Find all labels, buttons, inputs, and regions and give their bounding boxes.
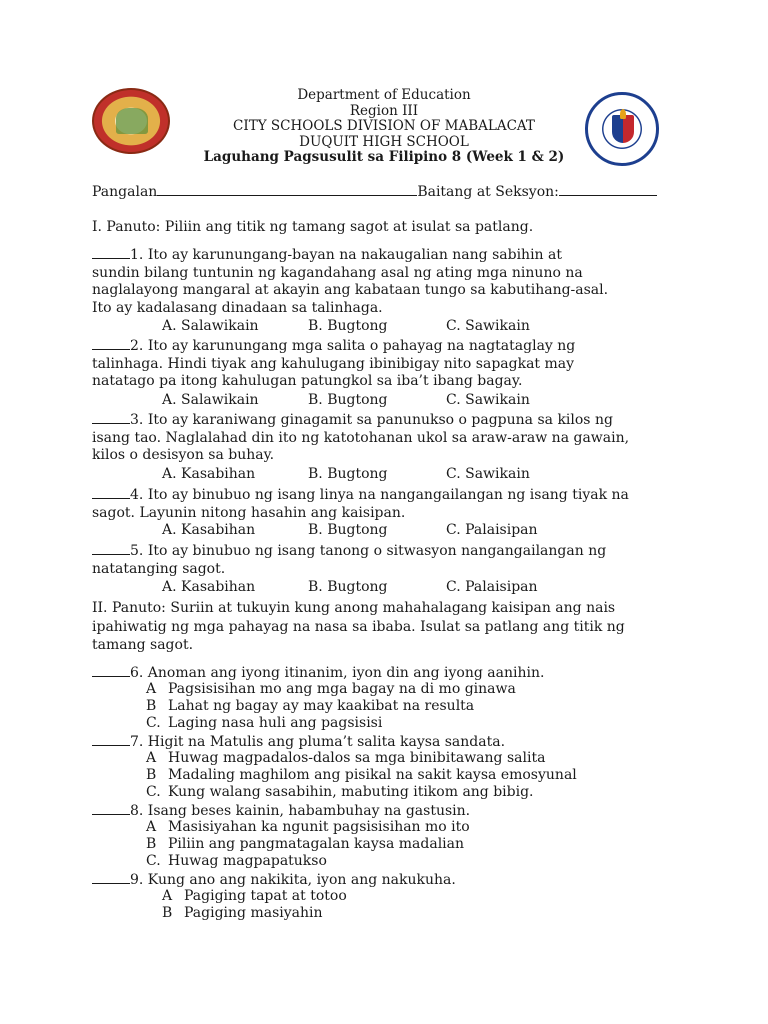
name-field[interactable] xyxy=(157,183,417,196)
answer-blank-1[interactable] xyxy=(92,246,130,259)
q8-option-b: B Piliin ang pangmatagalan kaysa madalian xyxy=(146,836,465,852)
answer-blank-4[interactable] xyxy=(92,486,130,499)
answer-blank-9[interactable] xyxy=(92,871,130,884)
q8-option-c: C. Huwag magpapatukso xyxy=(146,853,327,869)
q5-choice-b: B. Bugtong xyxy=(308,579,388,595)
q1-choice-c: C. Sawikain xyxy=(446,318,530,334)
q4-choice-b: B. Bugtong xyxy=(308,522,388,538)
answer-blank-7[interactable] xyxy=(92,733,130,746)
q1-choice-b: B. Bugtong xyxy=(308,318,388,334)
q3-choice-a: A. Kasabihan xyxy=(162,466,256,482)
answer-blank-3[interactable] xyxy=(92,411,130,424)
question-8: 8. Isang beses kainin, habambuhay na gastusin. xyxy=(92,802,470,819)
part2-instruction: II. Panuto: Suriin at tukuyin kung anong mahahalagang kaisipan ang nais ipahiwatig ng mga pahayag na nasa sa ibaba. Isulat sa patlang ang titik ng tamang sagot. xyxy=(92,600,625,653)
question-9: 9. Kung ano ang nakikita, iyon ang nakukuha. xyxy=(92,871,456,888)
q7-option-a: A Huwag magpadalos-dalos sa mga binibitawang salita xyxy=(146,750,546,766)
question-2: 2. Ito ay karunungang mga salita o pahayag na nagtataglay ng talinhaga. Hindi tiyak ang kahulugang ibinibigay nito sapagkat may natatago pa itong kahulugan patungkol sa iba’t ibang bagay. xyxy=(92,338,576,389)
q6-option-c: C. Laging nasa huli ang pagsisisi xyxy=(146,715,383,731)
q4-choice-c: C. Palaisipan xyxy=(446,522,538,538)
answer-blank-5[interactable] xyxy=(92,542,130,555)
question-3: 3. Ito ay karaniwang ginagamit sa panunukso o pagpuna sa kilos ng isang tao. Naglalahad din ito ng katotohanan ukol sa araw-araw na gawain, kilos o desisyon sa buhay. xyxy=(92,412,630,463)
q3-choice-c: C. Sawikain xyxy=(446,466,530,482)
student-info-row xyxy=(92,183,657,200)
deped-seal xyxy=(585,92,659,166)
exam-title: Laguhang Pagsusulit sa Filipino 8 (Week 1 & 2) xyxy=(203,149,565,166)
answer-blank-8[interactable] xyxy=(92,802,130,815)
q2-choice-a: A. Salawikain xyxy=(162,392,259,408)
q5-choice-c: C. Palaisipan xyxy=(446,579,538,595)
question-6: 6. Anoman ang iyong itinanim, iyon din ang iyong aanihin. xyxy=(92,664,544,681)
q1-choice-a: A. Salawikain xyxy=(162,318,259,334)
part1-instruction: I. Panuto: Piliin ang titik ng tamang sagot at isulat sa patlang. xyxy=(92,219,534,235)
q7-option-c: C. Kung walang sasabihin, mabuting itikom ang bibig. xyxy=(146,784,534,800)
question-1: 1. Ito ay karunungang-bayan na nakaugalian nang sabihin at sundin bilang tuntunin ng kagandahang asal ng ating mga ninuno na naglalayong mangaral at akayin ang kabataan tungo sa kabutihang-asal. Ito ay kadalasang dinadaan sa talinhaga. xyxy=(92,247,609,316)
q4-choice-a: A. Kasabihan xyxy=(162,522,256,538)
grade-section-label: Baitang at Seksyon: xyxy=(417,184,559,200)
q6-option-b: B Lahat ng bagay ay may kaakibat na resulta xyxy=(146,698,475,714)
q5-choice-a: A. Kasabihan xyxy=(162,579,256,595)
grade-section-field[interactable] xyxy=(559,183,657,196)
question-7: 7. Higit na Matulis ang pluma’t salita kaysa sandata. xyxy=(92,733,505,750)
q9-option-a: A Pagiging tapat at totoo xyxy=(162,888,347,904)
document-header xyxy=(180,88,588,166)
q2-choice-b: B. Bugtong xyxy=(308,392,388,408)
name-label: Pangalan xyxy=(92,184,158,200)
school-logo xyxy=(92,88,170,154)
q2-choice-c: C. Sawikain xyxy=(446,392,530,408)
header-region: Region III xyxy=(349,102,419,119)
q8-option-a: A Masisiyahan ka ngunit pagsisisihan mo ito xyxy=(146,819,470,835)
answer-blank-6[interactable] xyxy=(92,664,130,677)
question-4: 4. Ito ay binubuo ng isang linya na nangangailangan ng isang tiyak na sagot. Layunin nitong hasahin ang kaisipan. xyxy=(92,487,629,521)
q9-option-b: B Pagiging masiyahin xyxy=(162,905,323,921)
question-5: 5. Ito ay binubuo ng isang tanong o sitwasyon nangangailangan ng natatanging sagot. xyxy=(92,543,607,577)
header-school: DUQUIT HIGH SCHOOL xyxy=(299,133,469,150)
q6-option-a: A Pagsisisihan mo ang mga bagay na di mo ginawa xyxy=(146,681,516,697)
q7-option-b: B Madaling maghilom ang pisikal na sakit kaysa emosyunal xyxy=(146,767,577,783)
answer-blank-2[interactable] xyxy=(92,337,130,350)
q3-choice-b: B. Bugtong xyxy=(308,466,388,482)
header-department: Department of Education xyxy=(297,87,471,103)
header-division: CITY SCHOOLS DIVISION OF MABALACAT xyxy=(233,118,535,135)
